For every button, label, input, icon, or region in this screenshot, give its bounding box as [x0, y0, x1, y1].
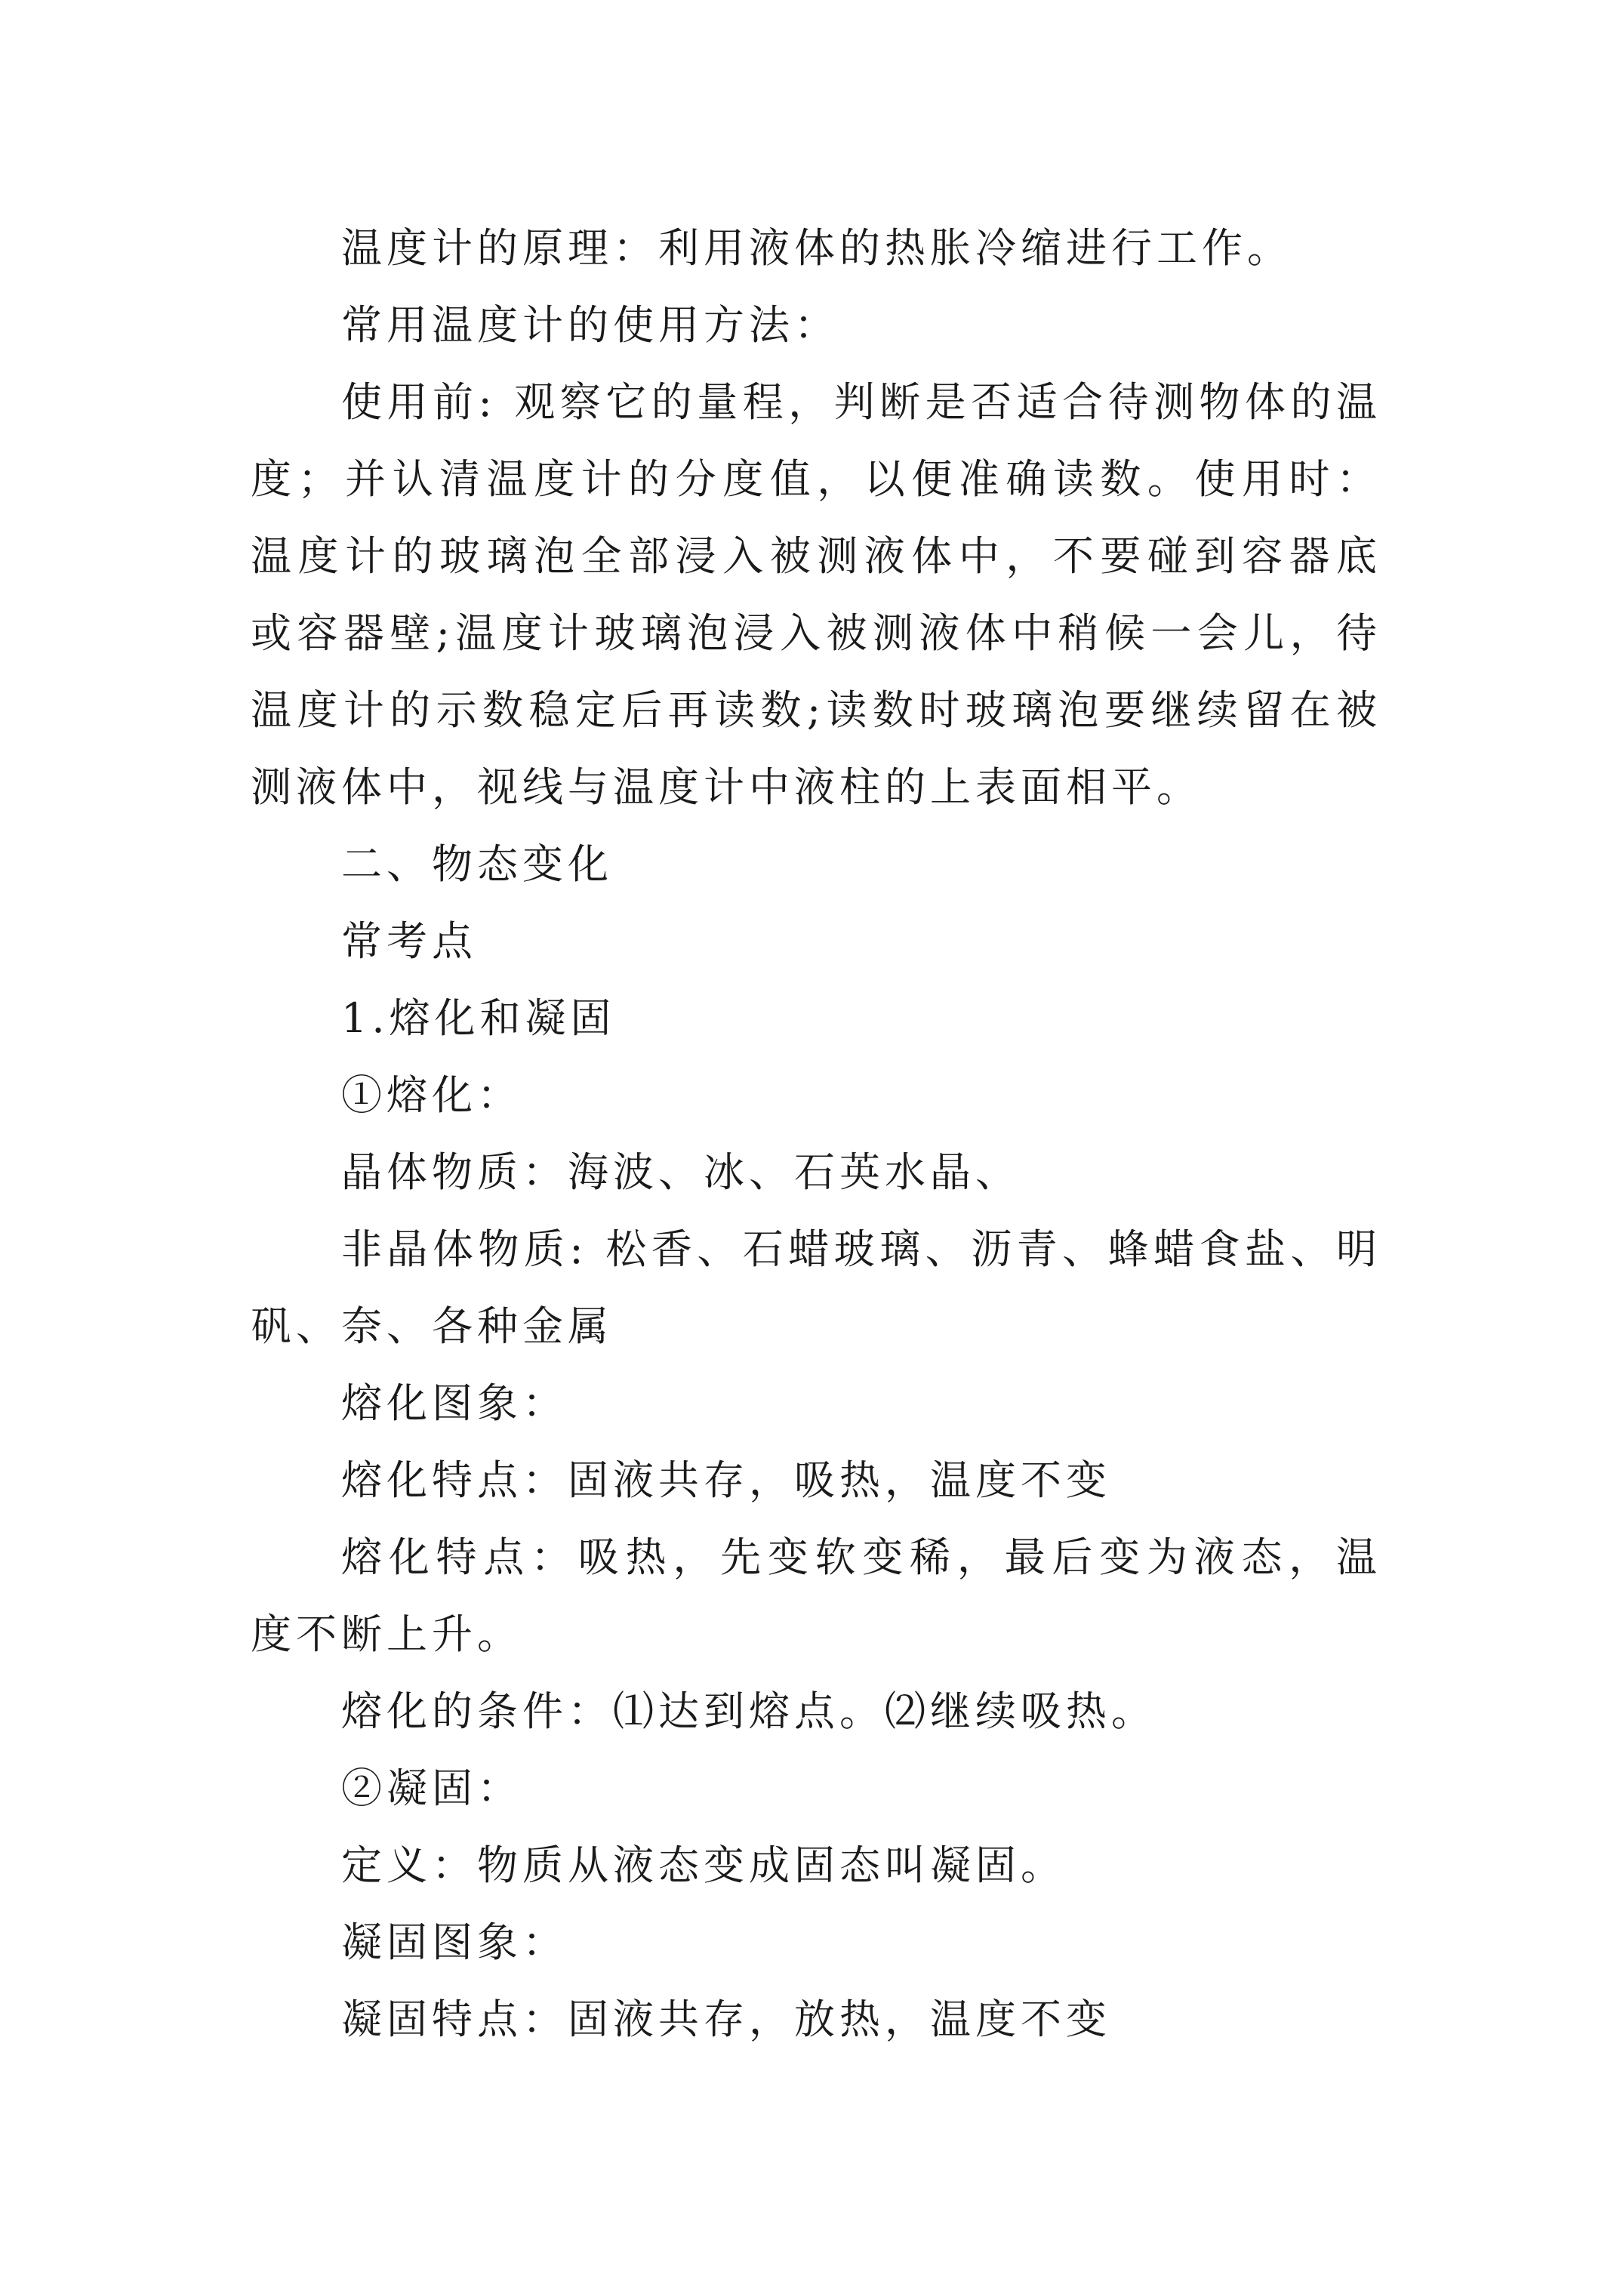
- paragraph-melting-feature-crystal: 熔化特点：固液共存，吸热，温度不变: [341, 1456, 1111, 1504]
- subheading-key-points: 常考点: [341, 917, 477, 965]
- paragraph-melting-feature-amorphous: 熔化特点：吸热，先变软变稀，最后变为液态，温度不断上升。: [251, 1533, 1381, 1658]
- paragraph-usage-details: 使用前: 观察它的量程，判断是否适合待测物体的温度；并认清温度计的分度值，以便准确读数。使用时：温度计的玻璃泡全部浸入被测液体中，不要碰到容器底或容器壁;温度计玻璃泡浸入被测液体中稍候一会儿，待温度计的示数稳定后再读数;读数时玻璃泡要继续留在被测液体中，视线与温度计中液柱的上表面相平。: [251, 378, 1381, 811]
- subheading-melting-solidification: 1.熔化和凝固: [341, 994, 616, 1042]
- item-solidification: ②凝固：: [341, 1764, 522, 1812]
- paragraph-melting-conditions: 熔化的条件：⑴达到熔点。⑵继续吸热。: [341, 1687, 1156, 1735]
- paragraph-melting-graph: 熔化图象：: [341, 1379, 568, 1427]
- paragraph-solidification-graph: 凝固图象：: [341, 1918, 568, 1966]
- paragraph-amorphous-substances: 非晶体物质: 松香、石蜡玻璃、沥青、蜂蜡食盐、明矾、奈、各种金属: [251, 1225, 1381, 1350]
- paragraph-usage-heading: 常用温度计的使用方法：: [341, 301, 839, 349]
- paragraph-thermometer-principle: 温度计的原理：利用液体的热胀冷缩进行工作。: [341, 224, 1292, 272]
- paragraph-crystal-substances: 晶体物质：海波、冰、石英水晶、: [341, 1148, 1021, 1196]
- paragraph-solidification-definition: 定义：物质从液态变成固态叫凝固。: [341, 1841, 1066, 1889]
- section-heading-state-change: 二、物态变化: [341, 840, 613, 888]
- document-body: [251, 210, 1381, 2058]
- paragraph-solidification-feature: 凝固特点：固液共存，放热，温度不变: [341, 1996, 1111, 2043]
- item-melting: ①熔化：: [341, 1071, 522, 1119]
